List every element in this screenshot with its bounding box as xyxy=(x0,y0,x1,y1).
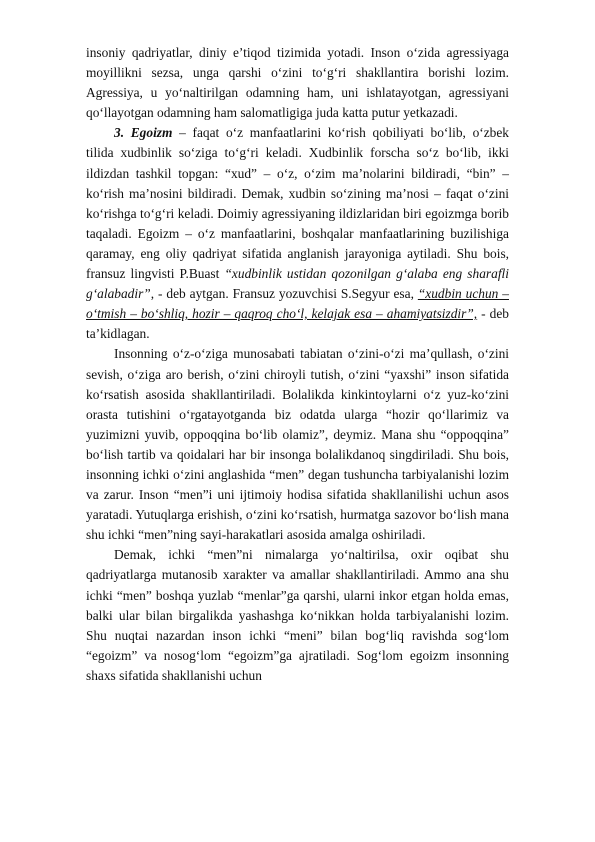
quote-segyur: “xudbin uchun – o‘tmish – bo‘shliq, hozir – qaqroq cho‘l, kelajak esa – ahamiyatsizdir”, xyxy=(86,286,509,322)
document-page xyxy=(86,43,509,686)
paragraph-inner-self: Demak, ichki “men”ni nimalarga yo‘naltirilsa, oxir oqibat shu qadriyatlarga mutanosib xarakter va amallar shakllantiriladi. Ammo ana shu ichki “men” boshqa yuzlab “menlar”ga qarshi, ularni inkor etgan holda emas, balki ular bilan birgalikda yashashga ko‘nikkan holda tarbiyalanishi lozim. Shu nuqtai nazardan inson ichki “meni” bilan bog‘liq ravishda sog‘lom “egoizm” va nosog‘lom “egoizm”ga ajratiladi. Sog‘lom egoizm insonning shaxs sifatida shakllanishi uchun xyxy=(86,547,509,683)
egoizm-definition-text: – faqat o‘z manfaatlarini ko‘rish qobiliyati bo‘lib, o‘zbek tilida xudbinlik so‘ziga to‘g‘ri keladi. Xudbinlik forscha so‘z bo‘lib, ikki ildizdan tashkil topgan: “xud” – o‘z, o‘zim ma’nolarini bildiradi, “bin” – ko‘rish ma’nosini bildiradi. Demak, xudbin so‘zining ma’nosi – faqat o‘zini ko‘rishga to‘g‘ri keladi. Doimiy agressiyaning ildizlaridan biri egoizmga borib taqaladi. Egoizm – o‘z manfaatlarini, boshqalar manfaatlarining buzilishiga qaramay, eng oliy qadriyat sifatida anglanish jarayoniga aytiladi. Shu bois, fransuz lingvisti P.Buast xyxy=(86,125,509,282)
egoizm-text-continued: , - deb aytgan. Fransuz yozuvchisi S.Segyur esa, xyxy=(150,286,418,302)
egoizm-text-end: - deb ta’kidlagan. xyxy=(86,306,509,342)
paragraph-agressiya-conclusion: insoniy qadriyatlar, diniy e’tiqod tizimida yotadi. Inson o‘zida agressiyaga moyillikni sezsa, unga qarshi o‘zini to‘g‘ri shakllantira borishi lozim. Agressiya, u yo‘naltirilgan odamning ham, uni ishlatayotgan, agressiyani qo‘llayotgan odamning ham salomatligiga juda katta putur yetkazadi. xyxy=(86,45,509,121)
paragraph-egoizm-definition xyxy=(86,123,509,344)
paragraph-self-relation: Insonning o‘z-o‘ziga munosabati tabiatan o‘zini-o‘zi ma’qullash, o‘zini sevish, o‘ziga aro berish, o‘zini chiroyli tutish, o‘zini “yaxshi” inson sifatida ko‘rsatish asosida shakllantiriladi. Bolalikda kinkintoylarni o‘z yuz-ko‘zini orasta tutishini o‘rgatayotganda biz odatda ularga “hozir qo‘llarimiz va yuzimizni yuvib, oppoqqina bo‘lib olamiz”, deymiz. Mana shu “oppoqqina” bo‘lish tartib va qoidalari har bir insonga bolalikdanoq singdiriladi. Shu bois, insonning ichki o‘zini anglashida “men” degan tushuncha tarbiyalanishi lozim va zarur. Inson “men”i uni ijtimoiy hodisa sifatida shakllanilishi uchun asos yaratadi. Yutuqlarga erishish, o‘zini ko‘rsatish, hurmatga sazovor bo‘lish mana shu ichki “men”ning sayi-harakatlari asosida amalga oshiriladi. xyxy=(86,346,509,543)
quote-buast: “xudbinlik ustidan qozonilgan g‘alaba eng sharafli g‘alabadir” xyxy=(86,266,509,302)
section-heading-egoizm: 3. Egoizm xyxy=(114,125,173,141)
